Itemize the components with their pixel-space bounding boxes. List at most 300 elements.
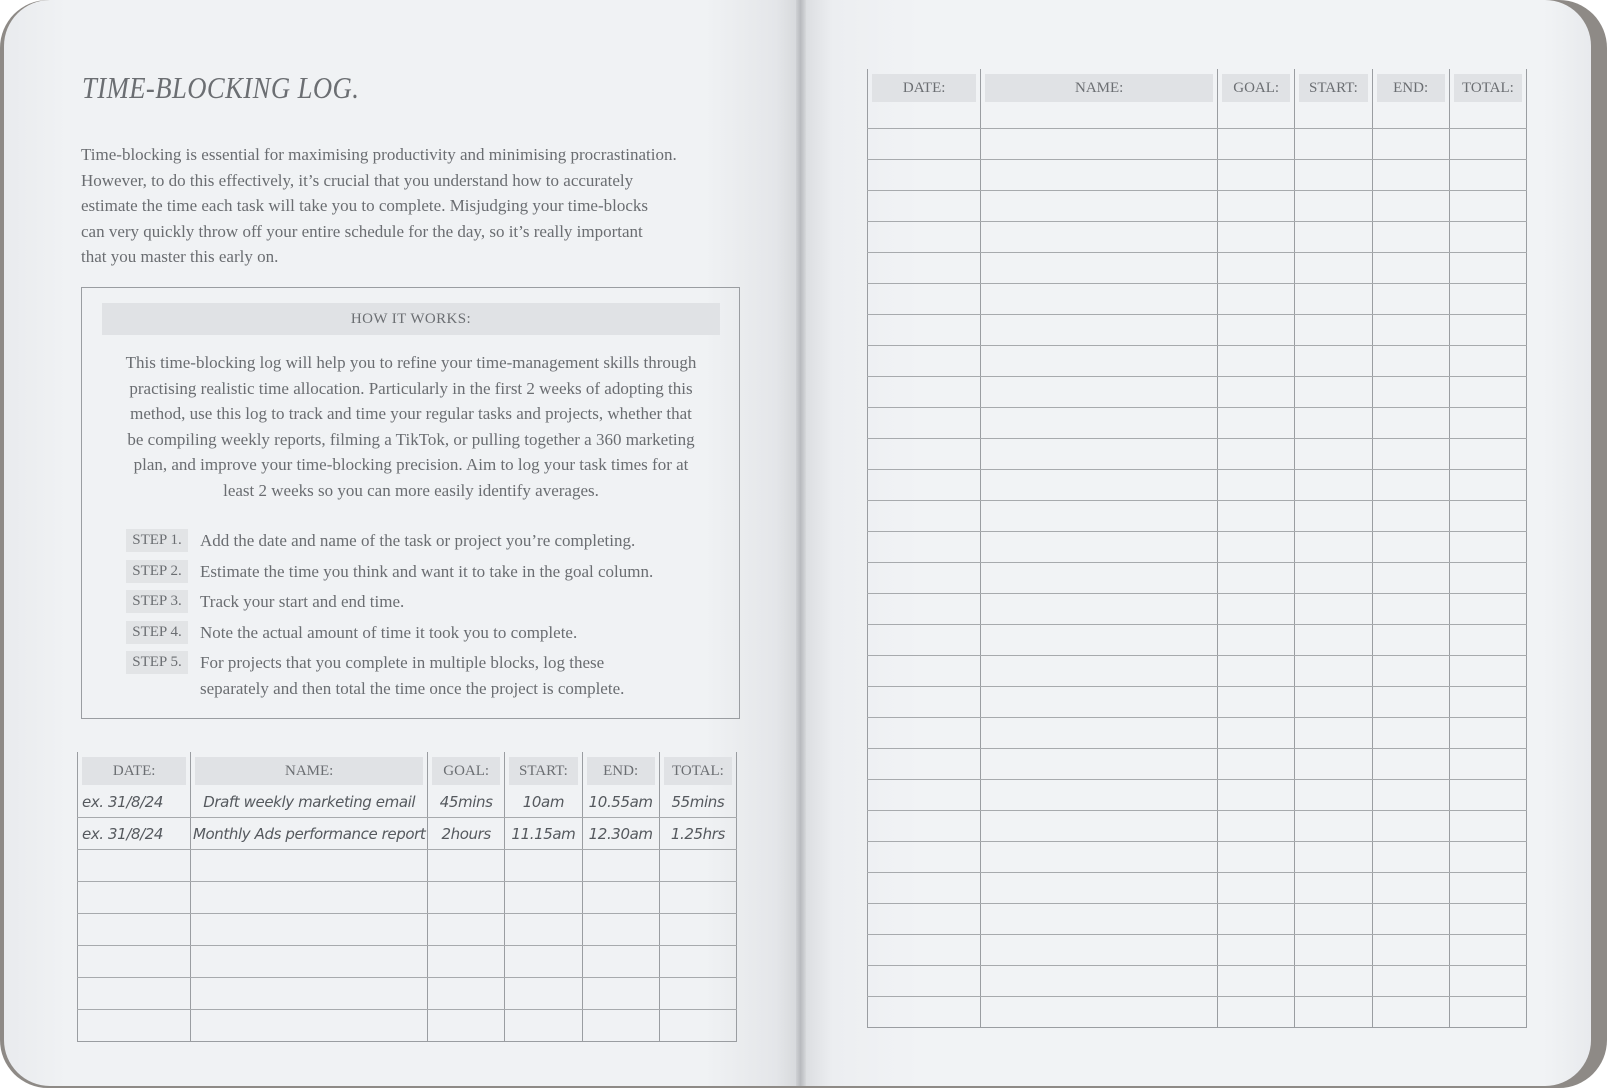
cell-end[interactable] [1372,966,1449,997]
cell-end[interactable] [1372,160,1449,191]
cell-start[interactable] [505,850,582,882]
cell-goal[interactable] [1218,129,1295,160]
cell-goal[interactable] [1218,284,1295,315]
cell-end[interactable] [1372,222,1449,253]
cell-goal[interactable] [1218,408,1295,439]
cell-name[interactable] [981,811,1218,842]
step-text-line: Track your start and end time. [200,592,405,611]
cell-end[interactable] [1372,439,1449,470]
intro-paragraph [81,142,741,270]
cell-goal[interactable] [428,850,505,882]
cell-start[interactable] [1295,563,1372,594]
cell-start[interactable] [1295,160,1372,191]
cell-end[interactable] [582,1010,659,1042]
cell-date[interactable] [868,873,981,904]
cell-date[interactable] [868,966,981,997]
cell-start[interactable] [1295,811,1372,842]
cell-start[interactable] [1295,315,1372,346]
cell-name[interactable] [981,904,1218,935]
cell-name[interactable] [981,780,1218,811]
cell-date[interactable] [868,408,981,439]
table-row [78,1010,737,1042]
cell-start[interactable] [1295,687,1372,718]
table-header-row [78,752,737,786]
intro-line: estimate the time each task will take you to complete. Misjudging your time-blocks [81,196,649,215]
cell-goal[interactable] [1218,687,1295,718]
table-row [868,103,1527,129]
step-text-line: Add the date and name of the task or project you’re completing. [200,531,636,550]
cell-name[interactable] [981,966,1218,997]
cell-total[interactable]: 1.25hrs [659,818,736,850]
cell-goal[interactable]: 45mins [428,786,505,818]
intro-line: However, to do this effectively, it’s crucial that you understand how to accurately [81,170,634,190]
step-item [126,620,716,646]
cell-goal[interactable] [1218,315,1295,346]
cell-start[interactable] [1295,904,1372,935]
cell-end[interactable] [1372,625,1449,656]
cell-goal[interactable] [1218,377,1295,408]
step-text-line: Estimate the time you think and want it to take in the goal column. [200,561,654,581]
column-header-end: END: [582,752,659,786]
table-row [868,470,1527,501]
cell-total[interactable]: 55mins [659,786,736,818]
cell-end[interactable] [1372,904,1449,935]
how-body-line: be compiling weekly reports, filming a TikTok, or pulling together a 360 marketing [127,429,695,449]
table-row [868,811,1527,842]
table-row [78,978,737,1010]
cell-date[interactable] [868,780,981,811]
cell-end[interactable] [582,850,659,882]
cell-end[interactable] [1372,315,1449,346]
cell-total[interactable] [1449,103,1526,129]
how-it-works-box [81,287,740,719]
table-row [868,563,1527,594]
cell-name[interactable] [981,594,1218,625]
table-row [868,718,1527,749]
cell-date[interactable] [868,470,981,501]
cell-goal[interactable] [1218,594,1295,625]
cell-end[interactable]: 10.55am [582,786,659,818]
cell-total[interactable] [659,1010,736,1042]
how-body-line: method, use this log to track and time your regular tasks and projects, whether that [130,404,692,423]
cell-name[interactable] [981,253,1218,284]
cell-total[interactable] [1449,253,1526,284]
table-row [868,687,1527,718]
cell-name[interactable] [981,842,1218,873]
cell-end[interactable] [582,946,659,978]
cell-name[interactable] [981,191,1218,222]
cell-start[interactable] [505,914,582,946]
cell-date[interactable] [868,501,981,532]
cell-goal[interactable] [1218,997,1295,1028]
cell-total[interactable] [1449,129,1526,160]
cell-name[interactable] [191,914,428,946]
step-item [126,559,716,585]
cell-total[interactable] [1449,315,1526,346]
cell-end[interactable] [1372,935,1449,966]
cell-start[interactable]: 10am [505,786,582,818]
step-label: STEP 1. [126,529,188,552]
step-text-line: separately and then total the time once the project is complete. [200,678,625,698]
column-header-total: TOTAL: [1449,69,1526,103]
table-row [868,594,1527,625]
cell-start[interactable] [1295,470,1372,501]
cell-goal[interactable] [428,946,505,978]
cell-total[interactable] [659,946,736,978]
cell-name[interactable] [191,850,428,882]
cell-total[interactable] [1449,346,1526,377]
cell-total[interactable] [659,882,736,914]
cell-start[interactable] [505,978,582,1010]
cell-end[interactable] [582,882,659,914]
column-header-goal: GOAL: [1218,69,1295,103]
cell-start[interactable] [1295,129,1372,160]
cell-total[interactable] [1449,656,1526,687]
cell-start[interactable] [1295,625,1372,656]
cell-date[interactable] [868,191,981,222]
cell-goal[interactable] [428,978,505,1010]
cell-total[interactable] [1449,594,1526,625]
table-row [78,914,737,946]
cell-goal[interactable] [1218,811,1295,842]
table-row [868,780,1527,811]
cell-goal[interactable] [1218,160,1295,191]
cell-end[interactable] [1372,284,1449,315]
cell-total[interactable] [1449,532,1526,563]
cell-date[interactable] [868,103,981,129]
cell-date[interactable] [868,625,981,656]
cell-goal[interactable] [1218,253,1295,284]
cell-name[interactable] [981,501,1218,532]
cell-goal[interactable] [428,1010,505,1042]
cell-total[interactable] [1449,904,1526,935]
cell-date[interactable] [868,532,981,563]
cell-start[interactable] [1295,873,1372,904]
cell-start[interactable] [505,1010,582,1042]
cell-end[interactable] [1372,501,1449,532]
cell-total[interactable] [1449,811,1526,842]
cell-name[interactable] [981,563,1218,594]
cell-date[interactable] [868,811,981,842]
cell-end[interactable] [1372,191,1449,222]
cell-goal[interactable] [1218,935,1295,966]
cell-date[interactable] [868,284,981,315]
cell-end[interactable] [1372,997,1449,1028]
cell-name[interactable] [981,749,1218,780]
cell-date[interactable] [868,749,981,780]
cell-start[interactable] [505,882,582,914]
cell-total[interactable] [1449,563,1526,594]
how-body-line: plan, and improve your time-blocking precision. Aim to log your task times for at [133,455,689,474]
cell-total[interactable] [1449,966,1526,997]
cell-start[interactable] [1295,222,1372,253]
time-log-table-right [867,69,1527,1028]
step-text [200,620,716,646]
cell-end[interactable] [1372,873,1449,904]
cell-end[interactable] [1372,129,1449,160]
cell-name[interactable] [191,1010,428,1042]
cell-date[interactable] [78,850,191,882]
cell-date[interactable] [868,129,981,160]
cell-end[interactable] [582,914,659,946]
cell-start[interactable] [1295,439,1372,470]
cell-date[interactable] [868,997,981,1028]
cell-end[interactable] [1372,103,1449,129]
cell-end[interactable] [1372,780,1449,811]
cell-goal[interactable] [1218,749,1295,780]
cell-total[interactable] [659,978,736,1010]
cell-date[interactable] [868,315,981,346]
cell-total[interactable] [1449,749,1526,780]
table-row [868,966,1527,997]
cell-start[interactable] [1295,594,1372,625]
table-row [868,191,1527,222]
cell-goal[interactable] [1218,904,1295,935]
table-row [868,904,1527,935]
cell-goal[interactable] [428,882,505,914]
cell-total[interactable] [1449,470,1526,501]
cell-end[interactable] [1372,811,1449,842]
cell-date[interactable] [78,914,191,946]
cell-goal[interactable] [1218,103,1295,129]
how-it-works-heading: HOW IT WORKS: [102,303,720,335]
table-row [868,935,1527,966]
cell-name[interactable] [191,946,428,978]
cell-date[interactable] [868,253,981,284]
steps-list [126,528,716,706]
table-row [78,850,737,882]
cell-total[interactable] [1449,284,1526,315]
cell-name[interactable] [981,656,1218,687]
cell-date[interactable] [868,842,981,873]
cell-name[interactable] [981,103,1218,129]
cell-start[interactable]: 11.15am [505,818,582,850]
cell-total[interactable] [1449,687,1526,718]
cell-total[interactable] [1449,842,1526,873]
cell-goal[interactable] [1218,873,1295,904]
cell-name[interactable] [981,935,1218,966]
cell-goal[interactable] [1218,532,1295,563]
cell-date[interactable] [868,563,981,594]
cell-start[interactable] [1295,718,1372,749]
step-text [200,559,716,585]
cell-date[interactable] [868,718,981,749]
cell-end[interactable] [1372,253,1449,284]
cell-end[interactable] [1372,842,1449,873]
page-title: TIME-BLOCKING LOG. [82,70,360,105]
cell-goal[interactable] [1218,966,1295,997]
cell-end[interactable] [1372,687,1449,718]
cell-date[interactable]: ex. 31/8/24 [78,818,191,850]
cell-end[interactable] [1372,656,1449,687]
cell-end[interactable]: 12.30am [582,818,659,850]
cell-name[interactable] [981,284,1218,315]
column-header-date: DATE: [868,69,981,103]
cell-total[interactable] [1449,191,1526,222]
cell-date[interactable] [868,904,981,935]
cell-goal[interactable] [1218,656,1295,687]
cell-end[interactable] [1372,749,1449,780]
cell-name[interactable] [191,978,428,1010]
cell-end[interactable] [1372,408,1449,439]
cell-total[interactable] [1449,501,1526,532]
cell-start[interactable] [1295,532,1372,563]
table-row [868,346,1527,377]
cell-total[interactable] [1449,439,1526,470]
column-header-end: END: [1372,69,1449,103]
table-row [868,501,1527,532]
table-row [78,786,737,818]
cell-end[interactable] [1372,346,1449,377]
cell-start[interactable] [1295,749,1372,780]
how-body-line: least 2 weeks so you can more easily identify averages. [223,480,599,500]
table-row [868,656,1527,687]
cell-goal[interactable] [428,914,505,946]
cell-start[interactable] [1295,284,1372,315]
cell-goal[interactable] [1218,563,1295,594]
cell-goal[interactable] [1218,780,1295,811]
intro-line: can very quickly throw off your entire schedule for the day, so it’s really important [81,221,643,241]
cell-end[interactable] [1372,594,1449,625]
cell-date[interactable] [868,656,981,687]
table-row [868,749,1527,780]
cell-goal[interactable] [1218,222,1295,253]
cell-name[interactable]: Monthly Ads performance report [191,818,428,850]
cell-name[interactable] [981,315,1218,346]
cell-date[interactable] [868,377,981,408]
cell-total[interactable] [1449,997,1526,1028]
cell-date[interactable] [868,222,981,253]
cell-start[interactable] [1295,346,1372,377]
cell-start[interactable] [1295,935,1372,966]
cell-total[interactable] [1449,873,1526,904]
cell-start[interactable] [1295,377,1372,408]
cell-end[interactable] [1372,470,1449,501]
cell-name[interactable] [981,129,1218,160]
cell-name[interactable] [981,625,1218,656]
cell-start[interactable] [1295,780,1372,811]
cell-name[interactable] [981,160,1218,191]
cell-total[interactable] [1449,780,1526,811]
cell-name[interactable] [981,687,1218,718]
step-text [200,650,716,701]
cell-name[interactable] [981,470,1218,501]
cell-total[interactable] [1449,222,1526,253]
cell-date[interactable] [868,935,981,966]
cell-goal[interactable] [1218,191,1295,222]
cell-name[interactable] [981,346,1218,377]
cell-date[interactable] [868,160,981,191]
cell-name[interactable] [191,882,428,914]
cell-goal[interactable] [1218,439,1295,470]
cell-total[interactable] [1449,935,1526,966]
cell-end[interactable] [1372,377,1449,408]
step-label: STEP 5. [126,651,188,674]
cell-total[interactable] [1449,625,1526,656]
cell-name[interactable] [981,997,1218,1028]
cell-date[interactable] [868,346,981,377]
cell-start[interactable] [505,946,582,978]
cell-date[interactable] [78,882,191,914]
step-item [126,589,716,615]
cell-end[interactable] [1372,563,1449,594]
cell-name[interactable] [981,222,1218,253]
cell-name[interactable] [981,873,1218,904]
table-row [868,997,1527,1028]
table-row [78,818,737,850]
cell-start[interactable] [1295,408,1372,439]
cell-name[interactable] [981,377,1218,408]
cell-start[interactable] [1295,191,1372,222]
step-item [126,528,716,554]
column-header-goal: GOAL: [428,752,505,786]
table-row [868,842,1527,873]
cell-name[interactable] [981,408,1218,439]
cell-end[interactable] [1372,718,1449,749]
cell-total[interactable] [1449,718,1526,749]
cell-goal[interactable] [1218,470,1295,501]
cell-start[interactable] [1295,253,1372,284]
table-row [78,946,737,978]
cell-date[interactable]: ex. 31/8/24 [78,786,191,818]
cell-date[interactable] [78,978,191,1010]
cell-date[interactable] [78,1010,191,1042]
cell-start[interactable] [1295,997,1372,1028]
cell-start[interactable] [1295,501,1372,532]
cell-date[interactable] [868,594,981,625]
how-body-line: This time-blocking log will help you to refine your time-management skills through [125,353,697,372]
cell-total[interactable] [1449,160,1526,191]
cell-name[interactable] [981,439,1218,470]
column-header-date: DATE: [78,752,191,786]
cell-total[interactable] [1449,377,1526,408]
table-row [868,625,1527,656]
cell-goal[interactable] [1218,625,1295,656]
column-header-start: START: [505,752,582,786]
cell-total[interactable] [659,850,736,882]
table-row [868,377,1527,408]
cell-name[interactable] [981,718,1218,749]
cell-goal[interactable] [1218,346,1295,377]
table-header-row [868,69,1527,103]
cell-date[interactable] [78,946,191,978]
cell-total[interactable] [659,914,736,946]
cell-name[interactable]: Draft weekly marketing email [191,786,428,818]
how-it-works-body [102,350,720,503]
intro-line: Time-blocking is essential for maximising productivity and minimising procrastination. [81,145,677,164]
cell-start[interactable] [1295,103,1372,129]
table-row [868,408,1527,439]
cell-goal[interactable] [1218,501,1295,532]
column-header-name: NAME: [981,69,1218,103]
cell-goal[interactable]: 2hours [428,818,505,850]
cell-total[interactable] [1449,408,1526,439]
cell-date[interactable] [868,687,981,718]
cell-start[interactable] [1295,656,1372,687]
cell-goal[interactable] [1218,718,1295,749]
table-row [868,284,1527,315]
table-row [868,873,1527,904]
cell-start[interactable] [1295,842,1372,873]
cell-goal[interactable] [1218,842,1295,873]
cell-end[interactable] [582,978,659,1010]
cell-name[interactable] [981,532,1218,563]
table-row [868,439,1527,470]
cell-end[interactable] [1372,532,1449,563]
step-label: STEP 3. [126,590,188,613]
cell-start[interactable] [1295,966,1372,997]
cell-date[interactable] [868,439,981,470]
